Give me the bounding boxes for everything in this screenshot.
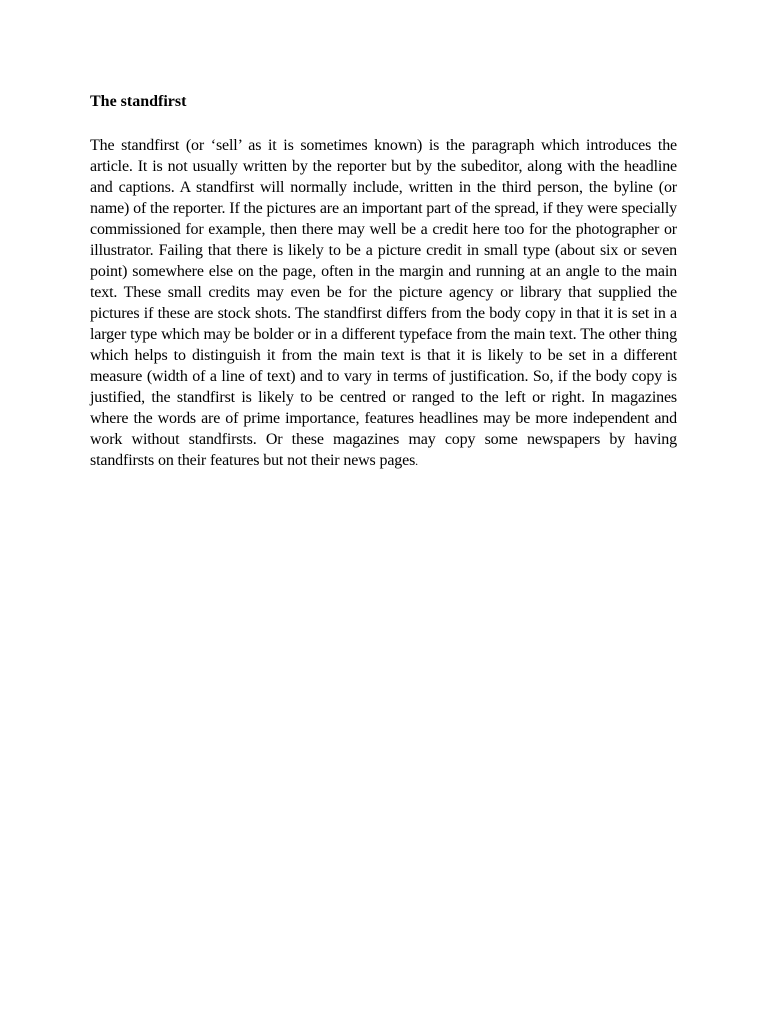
document-content	[90, 90, 677, 472]
body-paragraph	[90, 135, 677, 472]
paragraph-end-mark: .	[415, 454, 419, 468]
paragraph-text: The standfirst (or ‘sell’ as it is sometimes known) is the paragraph which introduces the article. It is not usually written by the reporter but by the subeditor, along with the headline and captions. A standfirst will normally include, written in the third person, the byline (or name) of the reporter. If the pictures are an important part of the spread, if they were specially commissioned for example, then there may well be a credit here too for the photographer or illustrator. Failing that there is likely to be a picture credit in small type (about six or seven point) somewhere else on the page, often in the margin and running at an angle to the main text. These small credits may even be for the picture agency or library that supplied the pictures if these are stock shots. The standfirst differs from the body copy in that it is set in a larger type which may be bolder or in a different typeface from the main text. The other thing which helps to distinguish it from the main text is that it is likely to be set in a different measure (width of a line of text) and to vary in terms of justification. So, if the body copy is justified, the standfirst is likely to be centred or ranged to the left or right. In magazines where the words are of prime importance, features headlines may be more independent and work without standfirsts. Or these magazines may copy some newspapers by having standfirsts on their features but not their news pages	[90, 137, 677, 469]
section-heading: The standfirst	[90, 93, 187, 110]
